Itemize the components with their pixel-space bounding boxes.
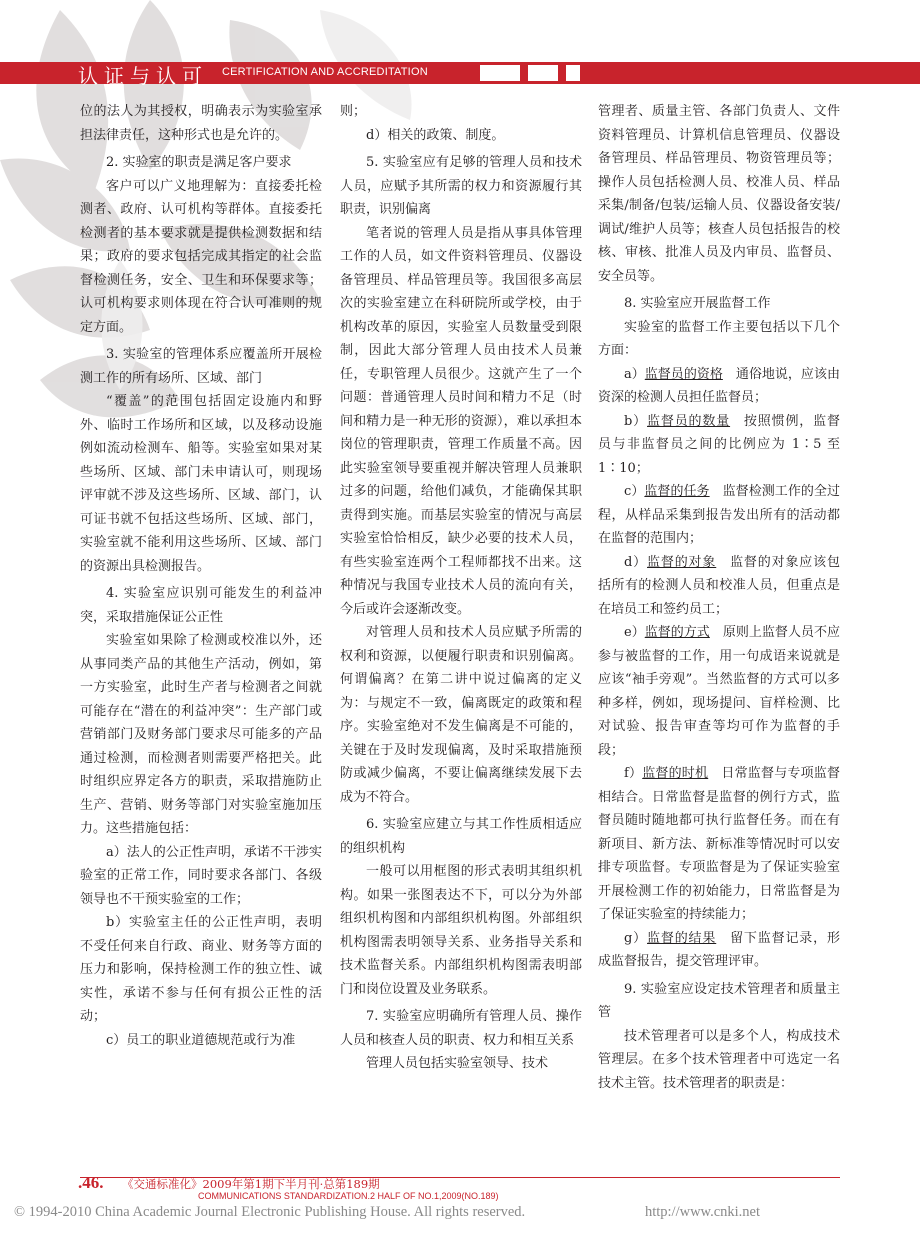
supervision-term: 监督员的数量 [647,413,731,429]
paragraph: 客户可以广义地理解为：直接委托检测者、政府、认可机构等群体。直接委托检测者的基本要求就是提供检测数据和结果；政府的要求包括完成其指定的社会监督检测任务，安全、卫生和环保要求等；认可机构要求则体现在符合认可准则的规定方面。 [80,178,322,335]
supervision-item: d）监督的对象 监督的对象应该包括所有的检测人员和校准人员，但重点是在培员工和签约员工； [598,554,840,617]
paragraph: 技术管理者可以是多个人，构成技术管理层。在多个技术管理者中可选定一名技术主管。技术管理者的职责是： [598,1028,840,1091]
section-heading: 9. 实验室应设定技术管理者和质量主管 [598,981,840,1020]
paragraph: 则； [340,104,367,119]
list-item: b）实验室主任的公正性声明，表明不受任何来自行政、商业、财务等方面的压力和影响，保持检测工作的独立性、诚实性，承诺不参与任何有损公正性的活动； [80,915,322,1024]
paragraph: 位的法人为其授权，明确表示为实验室承担法律责任，这种形式也是允许的。 [80,104,322,143]
section-title-cn: 认证与认可 [78,64,208,88]
section-heading: 7. 实验室应明确所有管理人员、操作人员和核查人员的职责、权力和相互关系 [340,1009,582,1048]
section-heading: 3. 实验室的管理体系应覆盖所开展检测工作的所有场所、区域、部门 [80,347,322,386]
section-title-en: CERTIFICATION AND ACCREDITATION [222,66,428,78]
banner-block [480,65,520,81]
list-item: c）员工的职业道德规范或行为准 [106,1032,296,1048]
website-link[interactable]: http://www.cnki.net [644,1204,760,1220]
paragraph: 一般可以用框图的形式表明其组织机构。如果一张图表达不下，可以分为外部组织机构图和内部组织机构图。外部组织机构图需表明领导关系、业务指导关系和技术监督关系。内部组织机构图需表明部门和岗位设置及业务联系。 [340,864,582,997]
supervision-term: 监督的时机 [642,766,709,781]
supervision-term: 监督员的资格 [644,366,723,382]
supervision-item: f）监督的时机 日常监督与专项监督相结合。日常监督是监督的例行方式，监督员随时随地都可执行监督任务。而在有新项目、新方法、新标准等情况时可以安排专项监督。专项监督是为了保证实验室开展检测工作的初始能力，日常监督是为了保证实验室的持续能力； [598,766,840,922]
journal-info-en: COMMUNICATIONS STANDARDIZATION.2 HALF OF NO.1,2009(NO.189) [198,1191,499,1201]
supervision-term: 监督的方式 [644,625,710,640]
paragraph: 管理者、质量主管、各部门负责人、文件资料管理员、计算机信息管理员、仪器设备管理员、样品管理员、物资管理员等；操作人员包括检测人员、校准人员、样品采集/制备/包装/运输人员、仪器设备安装/调试/维护人员等；核查人员包括报告的校核、审核、批准人员及内审员、监督员、安全员等。 [598,104,840,284]
copyright-bar [0,1204,920,1230]
page-number: .46. [78,1173,104,1192]
supervision-term: 监督的对象 [647,554,717,570]
supervision-term: 监督的结果 [647,930,717,946]
text-column-1 [80,100,322,1052]
supervision-item: b）监督员的数量 按照惯例，监督员与非监督员之间的比例应为 1∶5 至 1∶10； [598,413,840,476]
copyright-text: © 1994-2010 China Academic Journal Electronic Publishing House. All rights reserved. [14,1204,526,1220]
supervision-term: 监督的任务 [644,484,710,499]
paragraph: 实验室如果除了检测或校准以外，还从事同类产品的其他生产活动，例如，第一方实验室，此时生产者与检测者之间就可能存在“潜在的利益冲突”：生产部门或营销部门及财务部门要求尽可能多的产品通过检测，而检测者则需要严格把关。此时组织应界定各方的职责，采取措施防止生产、营销、财务等部门对实验室施加压力。这些措施包括： [80,633,322,836]
supervision-item: a）监督员的资格 通俗地说，应该由资深的检测人员担任监督员； [598,366,840,405]
paragraph: 笔者说的管理人员是指从事具体管理工作的人员，如文件资料管理员、仪器设备管理员、样品管理员等。我国很多高层次的实验室建立在科研院所或学校，由于机构改革的原因，实验室人员数量受到限制，因此大部分管理人员由技术人员兼任，专职管理人员很少。这就产生了一个问题：普通管理人员时间和精力不足（时间和精力是一种无形的资源），难以承担本岗位的管理职责，管理工作质量不高。因此实验室领导要重视并解决管理人员兼职过多的问题，给他们减负，才能确保其职责得到实施。而基层实验室的情况与高层实验室恰恰相反，缺少必要的技术人员，有些实验室连两个工程师都找不出来。这种情况与我国专业技术人员的流向有关，今后或许会逐渐改变。 [340,225,582,617]
text-column-3 [598,100,840,1095]
section-heading: 5. 实验室应有足够的管理人员和技术人员，应赋予其所需的权力和资源履行其职责，识别偏离 [340,155,582,217]
list-item: a）法人的公正性声明，承诺不干涉实验室的正常工作，同时要求各部门、各级领导也不干预实验室的工作； [80,844,322,907]
section-banner [0,62,920,88]
supervision-item: e）监督的方式 原则上监督人员不应参与被监督的工作，用一句成语来说就是应该“袖手旁观”。当然监督的方式可以多种多样，例如，现场提问、盲样检测、比对试验、报告审查等均可作为监督的手段； [598,625,840,758]
text-column-2 [340,100,582,1076]
section-heading: 8. 实验室应开展监督工作 [624,296,771,311]
banner-block [528,65,558,81]
supervision-item: g）监督的结果 留下监督记录，形成监督报告，提交管理评审。 [598,930,840,969]
paragraph: “覆盖”的范围包括固定设施内和野外、临时工作场所和区域，以及移动设施例如流动检测车、船等。实验室如果对某些场所、区域、部门未申请认可，则现场评审就不涉及这些场所、区域、部门，认可证书就不包括这些场所、区域、部门，实验室就不能利用这些场所、区域、部门的资源出具检测报告。 [80,394,322,574]
section-heading: 2. 实验室的职责是满足客户要求 [106,155,292,170]
supervision-item: c）监督的任务 监督检测工作的全过程，从样品采集到报告发出所有的活动都在监督的范围内； [598,484,840,546]
paragraph: 管理人员包括实验室领导、技术 [366,1056,549,1071]
section-heading: 6. 实验室应建立与其工作性质相适应的组织机构 [340,817,582,856]
journal-info-cn: 《交通标准化》2009年第1期下半月刊·总第189期 [122,1177,380,1191]
section-heading: 4. 实验室应识别可能发生的利益冲突，采取措施保证公正性 [80,586,322,625]
banner-block [566,65,580,81]
list-item: d）相关的政策、制度。 [366,127,505,143]
paragraph: 对管理人员和技术人员应赋予所需的权利和资源，以便履行职责和识别偏离。何谓偏离？在第二讲中说过偏离的定义为：与规定不一致，偏离既定的政策和程序。实验室绝对不发生偏离是不可能的，关键在于及时发现偏离，及时采取措施预防或减少偏离，不要让偏离继续发展下去成为不符合。 [340,625,582,805]
paragraph: 实验室的监督工作主要包括以下几个方面： [598,319,840,358]
